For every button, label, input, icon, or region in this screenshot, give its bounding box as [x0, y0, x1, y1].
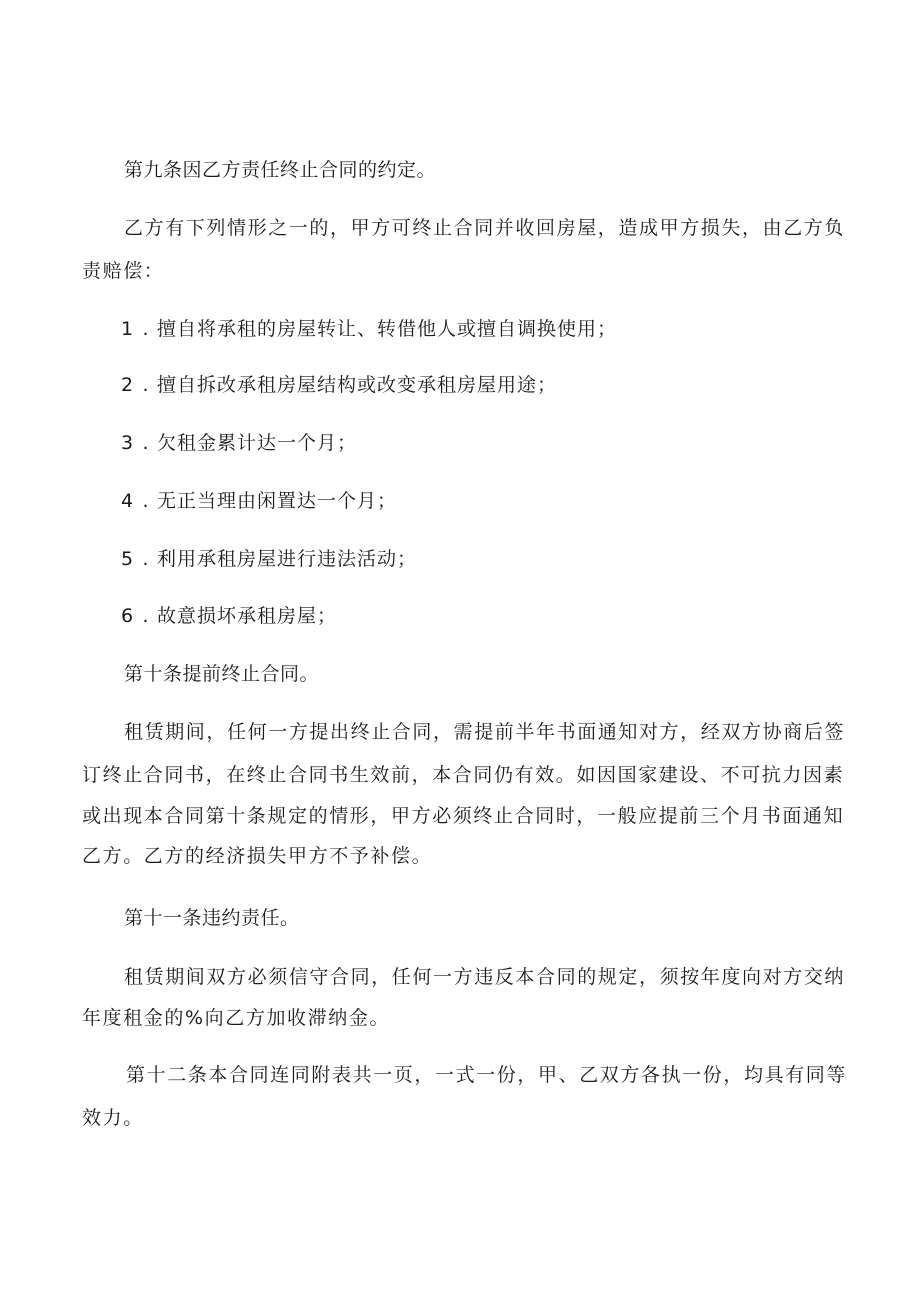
list-item-separator: .	[142, 318, 150, 340]
list-item-number: 4	[121, 490, 135, 512]
list-item-number: 5	[121, 548, 135, 570]
list-item-number: 2	[121, 374, 135, 396]
article11-line2: 年度租金的%向乙方加收滞纳金。	[82, 1007, 391, 1029]
list-item	[121, 315, 617, 343]
article10-line1: 租赁期间，任何一方提出终止合同，需提前半年书面通知对方，经双方协商后签	[124, 721, 846, 743]
list-item-separator: .	[142, 548, 150, 570]
list-item-text: 擅自将承租的房屋转让、转借他人或擅自调换使用；	[157, 318, 618, 340]
list-item-text: 擅自拆改承租房屋结构或改变承租房屋用途；	[157, 374, 558, 396]
list-item-text: 欠租金累计达一个月；	[157, 432, 358, 454]
article11-title: 第十一条违约责任。	[124, 907, 300, 929]
article12-line1: 第十二条本合同连同附表共一页，一式一份，甲、乙双方各执一份，均具有同等	[126, 1064, 848, 1086]
article12-line2: 效力。	[82, 1107, 144, 1129]
list-item	[121, 545, 417, 573]
list-item	[121, 371, 557, 399]
article9-intro-line1: 乙方有下列情形之一的，甲方可终止合同并收回房屋，造成甲方损失，由乙方负	[124, 217, 846, 239]
article10-title: 第十条提前终止合同。	[124, 663, 320, 685]
list-item-number: 3	[121, 432, 135, 454]
article10-line2: 订终止合同书，在终止合同书生效前，本合同仍有效。如因国家建设、不可抗力因素	[82, 764, 845, 786]
list-item-separator: .	[142, 605, 150, 627]
list-item	[121, 429, 357, 457]
article9-intro-line2: 责赔偿：	[82, 260, 165, 282]
list-item	[121, 487, 397, 515]
list-item-number: 1	[121, 318, 135, 340]
article10-line3: 或出现本合同第十条规定的情形，甲方必须终止合同时，一般应提前三个月书面通知	[82, 805, 845, 827]
list-item-separator: .	[142, 374, 150, 396]
list-item-separator: .	[142, 432, 150, 454]
list-item-separator: .	[142, 490, 150, 512]
list-item	[121, 602, 337, 630]
list-item-number: 6	[121, 605, 135, 627]
list-item-text: 故意损坏承租房屋；	[157, 605, 338, 627]
list-item-text: 利用承租房屋进行违法活动；	[157, 548, 418, 570]
article9-title: 第九条因乙方责任终止合同的约定。	[124, 159, 437, 181]
article10-line4: 乙方。乙方的经济损失甲方不予补偿。	[82, 845, 433, 867]
list-item-text: 无正当理由闲置达一个月；	[157, 490, 398, 512]
article11-line1: 租赁期间双方必须信守合同，任何一方违反本合同的规定，须按年度向对方交纳	[124, 966, 846, 988]
